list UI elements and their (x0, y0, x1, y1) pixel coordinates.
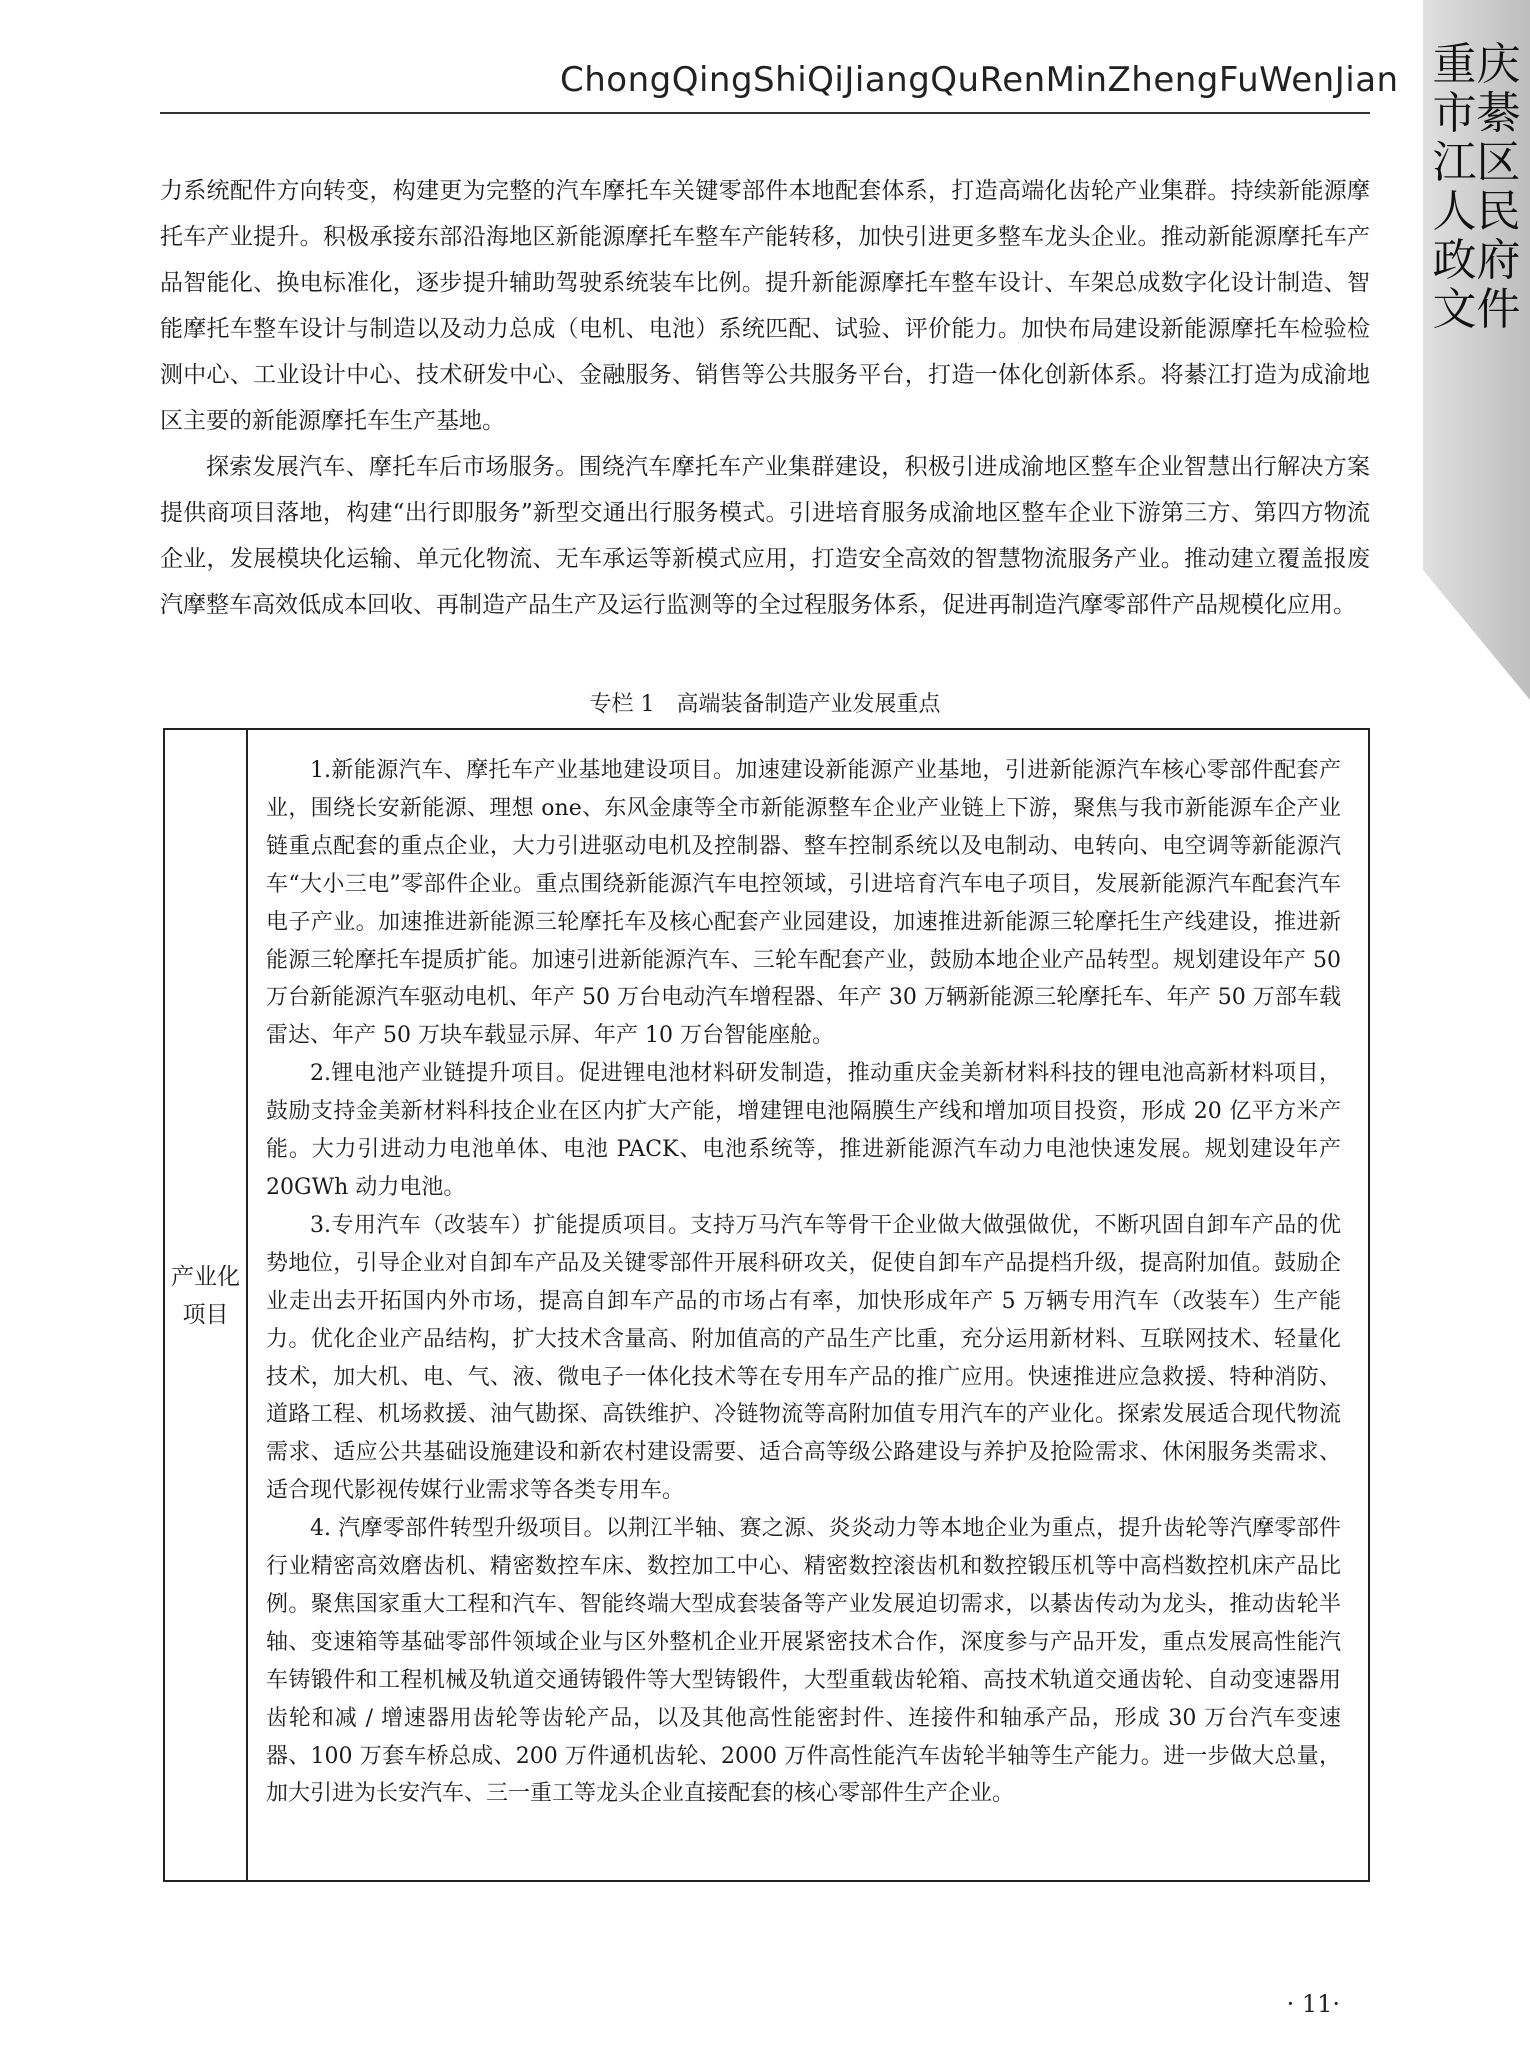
body-paragraph: 探索发展汽车、摩托车后市场服务。围绕汽车摩托车产业集群建设，积极引进成渝地区整车企业智慧出行解决方案提供商项目落地，构建“出行即服务”新型交通出行服务模式。引进培育服务成渝地区整车企业下游第三方、第四方物流企业，发展模块化运输、单元化物流、无车承运等新模式应用，打造安全高效的智慧物流服务产业。推动建立覆盖报废汽摩整车高效低成本回收、再制造产品生产及运行监测等的全过程服务体系，促进再制造汽摩零部件产品规模化应用。 (160, 454, 1370, 618)
side-tab (1423, 0, 1530, 700)
project-item: 4. 汽摩零部件转型升级项目。以荆江半轴、赛之源、炎炎动力等本地企业为重点，提升齿轮等汽摩零部件行业精密高效磨齿机、精密数控车床、数控加工中心、精密数控滚齿机和数控锻压机等中高档数控机床产品比例。聚焦国家重大工程和汽车、智能终端大型成套装备等产业发展迫切需求，以綦齿传动为龙头，推动齿轮半轴、变速箱等基础零部件领域企业与区外整机企业开展紧密技术合作，深度参与产品开发，重点发展高性能汽车铸锻件和工程机械及轨道交通铸锻件等大型铸锻件，大型重载齿轮箱、高技术轨道交通齿轮、自动变速器用齿轮和减 / 增速器用齿轮等齿轮产品，以及其他高性能密封件、连接件和轴承产品，形成 30 万台汽车变速器、100 万套车桥总成、200 万件通机齿轮、2000 万件高性能汽车齿轮半轴等生产能力。进一步做大总量，加大引进为长安汽车、三一重工等龙头企业直接配套的核心零部件生产企业。 (266, 1516, 1341, 1807)
column-table (163, 728, 1370, 1882)
project-item: 1.新能源汽车、摩托车产业基地建设项目。加速建设新能源产业基地，引进新能源汽车核心零部件配套产业，围绕长安新能源、理想 one、东风金康等全市新能源整车企业产业链上下游，聚焦与我市新能源车企产业链重点配套的重点企业，大力引进驱动电机及控制器、整车控制系统以及电制动、电转向、电空调等新能源汽车“大小三电”零部件企业。重点围绕新能源汽车电控领域，引进培育汽车电子项目，发展新能源汽车配套汽车电子产业。加速推进新能源三轮摩托车及核心配套产业园建设，加速推进新能源三轮摩托生产线建设，推进新能源三轮摩托车提质扩能。加速引进新能源汽车、三轮车配套产业，鼓励本地企业产品转型。规划建设年产 50 万台新能源汽车驱动电机、年产 50 万台电动汽车增程器、年产 30 万辆新能源三轮摩托车、年产 50 万部车载雷达、年产 50 万块车载显示屏、年产 10 万台智能座舱。 (266, 758, 1341, 1049)
project-item: 3.专用汽车（改装车）扩能提质项目。支持万马汽车等骨干企业做大做强做优，不断巩固自卸车产品的优势地位，引导企业对自卸车产品及关键零部件开展科研攻关，促使自卸车产品提档升级，提高附加值。鼓励企业走出去开拓国内外市场，提高自卸车产品的市场占有率，加快形成年产 5 万辆专用汽车（改装车）生产能力。优化企业产品结构，扩大技术含量高、附加值高的产品生产比重，充分运用新材料、互联网技术、轻量化技术，加大机、电、气、液、微电子一体化技术等在专用车产品的推广应用。快速推进应急救援、特种消防、道路工程、机场救援、油气勘探、高铁维护、冷链物流等高附加值专用汽车的产业化。探索发展适合现代物流需求、适应公共基础设施建设和新农村建设需要、适合高等级公路建设与养护及抢险需求、休闲服务类需求、适合现代影视传媒行业需求等各类专用车。 (266, 1212, 1341, 1504)
column-caption: 专栏 1 高端装备制造产业发展重点 (589, 692, 941, 717)
header-pinyin-title: ChongQingShiQiJiangQuRenMinZhengFuWenJian (560, 60, 1399, 100)
page-number: · 11· (1286, 1990, 1340, 2018)
body-text (160, 168, 1370, 628)
table-category-label: 产业化项目 (171, 1264, 240, 1328)
project-item: 2.锂电池产业链提升项目。促进锂电池材料研发制造，推动重庆金美新材料科技的锂电池高新材料项目，鼓励支持金美新材料科技企业在区内扩大产能，增建锂电池隔膜生产线和增加项目投资，形成 20 亿平方米产能。大力引进动力电池单体、电池 PACK、电池系统等，推进新能源汽车动力电池快速发展。规划建设年产 20GWh 动力电池。 (266, 1061, 1341, 1200)
header-divider (160, 112, 1370, 114)
body-paragraph: 力系统配件方向转变，构建更为完整的汽车摩托车关键零部件本地配套体系，打造高端化齿轮产业集群。持续新能源摩托车产业提升。积极承接东部沿海地区新能源摩托车整车产能转移，加快引进更多整车龙头企业。推动新能源摩托车产品智能化、换电标准化，逐步提升辅助驾驶系统装车比例。提升新能源摩托车整车设计、车架总成数字化设计制造、智能摩托车整车设计与制造以及动力总成（电机、电池）系统匹配、试验、评价能力。加快布局建设新能源摩托车检验检测中心、工业设计中心、技术研发中心、金融服务、销售等公共服务平台，打造一体化创新体系。将綦江打造为成渝地区主要的新能源摩托车生产基地。 (160, 178, 1370, 434)
table-content-cell (266, 752, 1341, 1813)
table-category-cell (165, 730, 248, 1880)
side-title: 重庆市綦江区人民政府文件 (1432, 39, 1521, 335)
